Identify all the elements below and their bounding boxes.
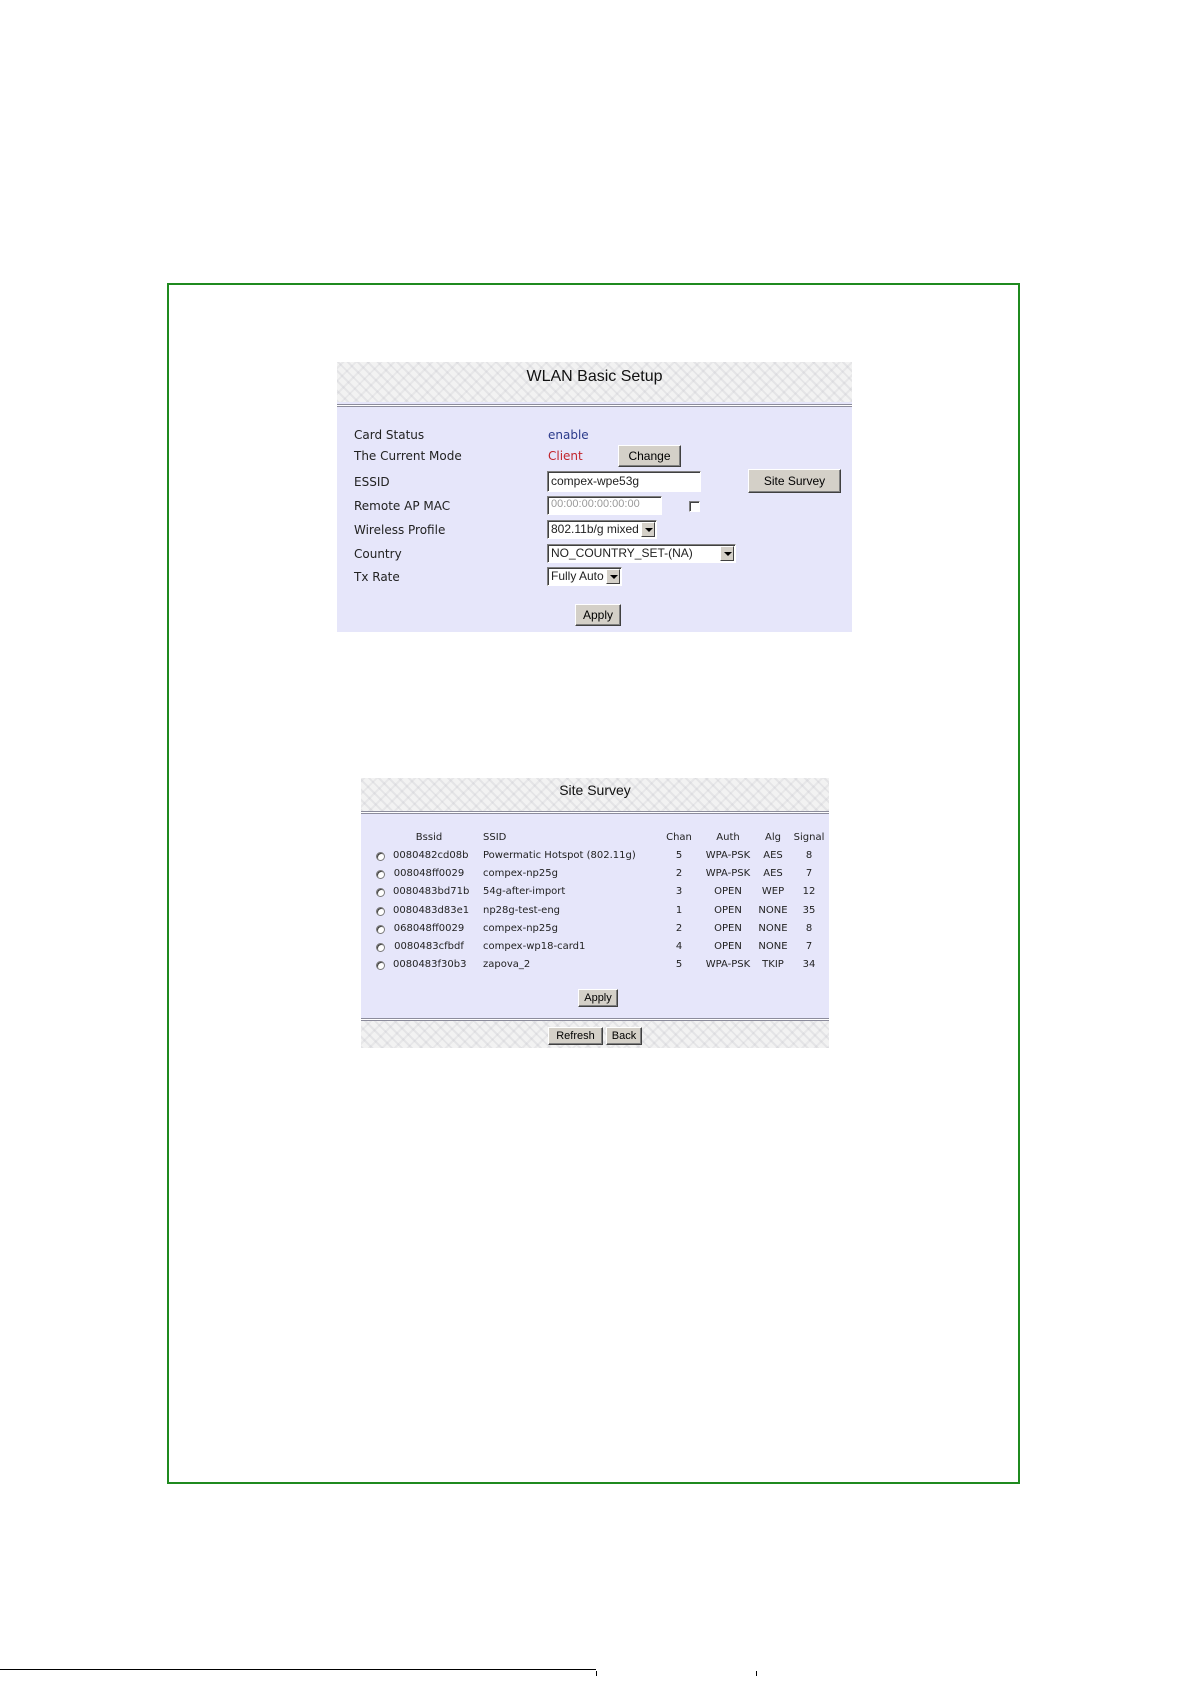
site-survey-button[interactable]: Site Survey: [748, 469, 841, 493]
table-row[interactable]: [361, 904, 829, 922]
card-status-label: Card Status: [354, 428, 425, 442]
site-survey-panel: [361, 778, 829, 1048]
cell-auth: WPA-PSK: [705, 959, 751, 971]
row-select-radio[interactable]: [376, 870, 385, 879]
site-survey-title: Site Survey: [559, 782, 631, 798]
cell-signal: 7: [805, 941, 813, 952]
cell-signal: 7: [805, 868, 813, 880]
current-mode-label: The Current Mode: [354, 449, 462, 463]
cell-bssid: 0080482cd08b: [393, 850, 469, 861]
cell-auth: OPEN: [714, 922, 742, 934]
cell-chan: 2: [675, 922, 683, 934]
cell-ssid: Powermatic Hotspot (802.11g): [483, 850, 636, 861]
country-selected: NO_COUNTRY_SET-(NA): [551, 546, 693, 560]
cell-auth: WPA-PSK: [705, 850, 751, 861]
cell-signal: 34: [802, 959, 816, 971]
refresh-button[interactable]: Refresh: [548, 1027, 603, 1045]
cell-ssid: compex-wp18-card1: [483, 941, 586, 952]
cell-chan: 5: [675, 959, 683, 971]
cell-auth: OPEN: [714, 904, 742, 916]
header-rule: [337, 404, 852, 407]
column-header-chan: Chan: [666, 832, 692, 843]
wireless-profile-selected: 802.11b/g mixed: [551, 522, 639, 536]
panel-header: [337, 362, 852, 402]
row-select-radio[interactable]: [376, 943, 385, 952]
table-row[interactable]: [361, 867, 829, 885]
card-status-value: enable: [548, 428, 589, 442]
chevron-down-icon[interactable]: [641, 522, 655, 537]
cell-bssid: 0080483d83e1: [393, 904, 470, 916]
footer-tick: [596, 1671, 597, 1676]
back-button[interactable]: Back: [606, 1027, 642, 1045]
cell-signal: 8: [805, 922, 813, 934]
cell-chan: 1: [675, 904, 683, 916]
cell-alg: AES: [763, 850, 783, 861]
cell-chan: 5: [675, 850, 683, 861]
remote-ap-mac-label: Remote AP MAC: [354, 499, 451, 513]
footer-tick: [756, 1671, 757, 1676]
cell-alg: NONE: [758, 941, 788, 952]
apply-button[interactable]: Apply: [575, 604, 621, 626]
cell-bssid: 068048ff0029: [393, 922, 465, 934]
cell-bssid: 008048ff0029: [393, 868, 465, 880]
chevron-down-icon[interactable]: [720, 546, 734, 561]
wlan-basic-setup-panel: [337, 362, 852, 632]
column-header-alg: Alg: [765, 832, 781, 843]
cell-chan: 2: [675, 868, 683, 880]
cell-bssid: 0080483cfbdf: [394, 941, 464, 952]
cell-chan: 3: [675, 886, 683, 898]
essid-input[interactable]: compex-wpe53g: [547, 471, 701, 492]
country-select[interactable]: [547, 544, 736, 563]
column-header-auth: Auth: [716, 832, 740, 843]
cell-bssid: 0080483bd71b: [393, 886, 470, 898]
column-header-bssid: Bssid: [415, 832, 443, 843]
cell-signal: 35: [802, 904, 816, 916]
essid-label: ESSID: [354, 475, 390, 489]
cell-signal: 8: [805, 850, 813, 861]
cell-alg: NONE: [758, 922, 788, 934]
cell-alg: NONE: [758, 904, 788, 916]
footer-divider: [0, 1669, 596, 1670]
table-row[interactable]: [361, 849, 829, 867]
current-mode-value: Client: [548, 449, 583, 463]
cell-alg: TKIP: [762, 959, 784, 971]
row-select-radio[interactable]: [376, 925, 385, 934]
row-select-radio[interactable]: [376, 907, 385, 916]
cell-auth: WPA-PSK: [705, 868, 751, 880]
tx-rate-select[interactable]: [547, 567, 622, 586]
column-header-ssid: SSID: [483, 832, 507, 843]
remote-ap-mac-checkbox[interactable]: [689, 501, 700, 512]
panel-header: [361, 778, 829, 811]
header-rule: [361, 811, 829, 814]
cell-bssid: 0080483f30b3: [393, 959, 467, 971]
row-select-radio[interactable]: [376, 852, 385, 861]
wireless-profile-select[interactable]: [547, 520, 657, 539]
cell-auth: OPEN: [714, 941, 742, 952]
survey-apply-button[interactable]: Apply: [578, 989, 618, 1007]
table-row[interactable]: [361, 940, 829, 958]
table-row[interactable]: [361, 922, 829, 940]
cell-ssid: 54g-after-import: [483, 886, 566, 898]
cell-alg: WEP: [761, 886, 785, 898]
cell-chan: 4: [675, 941, 683, 952]
cell-ssid: np28g-test-eng: [483, 904, 561, 916]
cell-auth: OPEN: [714, 886, 742, 898]
cell-alg: AES: [763, 868, 783, 880]
cell-ssid: zapova_2: [483, 959, 531, 971]
change-mode-button[interactable]: Change: [618, 445, 681, 467]
tx-rate-selected: Fully Auto: [551, 569, 604, 583]
tx-rate-label: Tx Rate: [354, 570, 400, 584]
remote-ap-mac-input[interactable]: 00:00:00:00:00:00: [547, 496, 662, 515]
cell-ssid: compex-np25g: [483, 922, 558, 934]
page-title: WLAN Basic Setup: [526, 368, 663, 385]
cell-ssid: compex-np25g: [483, 868, 558, 880]
country-label: Country: [354, 547, 402, 561]
table-row[interactable]: [361, 958, 829, 976]
cell-signal: 12: [802, 886, 816, 898]
table-row[interactable]: [361, 885, 829, 903]
column-header-signal: Signal: [793, 832, 825, 843]
row-select-radio[interactable]: [376, 888, 385, 897]
row-select-radio[interactable]: [376, 961, 385, 970]
chevron-down-icon[interactable]: [606, 569, 620, 584]
wireless-profile-label: Wireless Profile: [354, 523, 446, 537]
